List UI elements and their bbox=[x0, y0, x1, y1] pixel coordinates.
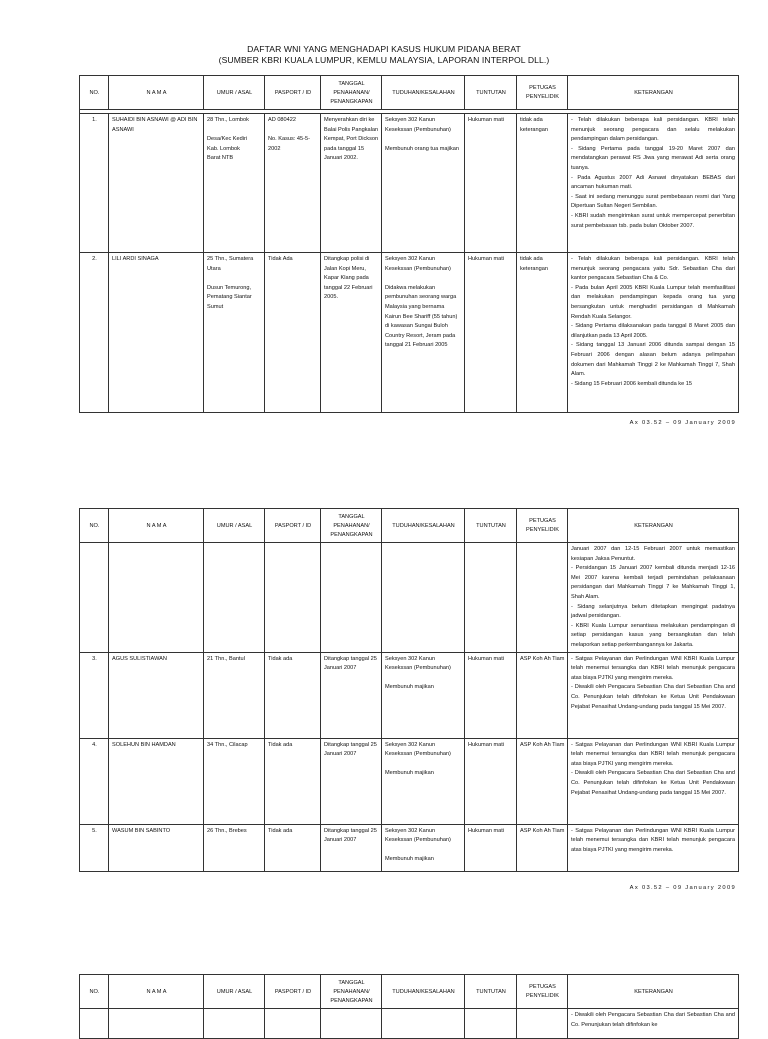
header-umur: UMUR / ASAL bbox=[204, 509, 265, 543]
cell-petugas: tidak ada keterangan bbox=[517, 253, 568, 413]
cell-tanggal: Ditangkap tanggal 25 Januari 2007 bbox=[321, 824, 382, 871]
header-tanggal: TANGGAL PENAHANAN/ PENANGKAPAN bbox=[321, 509, 382, 543]
cell-tuntutan: Hukuman mati bbox=[465, 738, 517, 824]
cell-pasport: Tidak ada bbox=[265, 824, 321, 871]
cell-tuntutan: Hukuman mati bbox=[465, 253, 517, 413]
document-title-line1: DAFTAR WNI YANG MENGHADAPI KASUS HUKUM PIDANA BERAT bbox=[247, 44, 521, 54]
cell-umur: 34 Thn., Cilacap bbox=[204, 738, 265, 824]
header-petugas: PETUGAS PENYELIDIK bbox=[517, 509, 568, 543]
cell-pasport: AD 080422 No. Kasus: 45-5-2002 bbox=[265, 114, 321, 253]
header-tuduhan: TUDUHAN/KESALAHAN bbox=[382, 76, 465, 110]
table-row bbox=[80, 738, 739, 824]
cell-keterangan: - Telah dilakukan beberapa kali persidangan. KBRI telah menunjuk seorang pengacara dan selalu melakukan pendampingan dalam persidangan. - Sidang Pertama pada tanggal 19-20 Maret 2007 dan mendatangkan perawat RS Jiwa yang merawat Adi serta orang tuanya. - Pada Agustus 2007 Adi Asnawi dinyatakan BEBAS dari ancaman hukuman mati. - Saat ini sedang menunggu surat pembebasan resmi dari Yang Dipertuan Sultan Negeri Sembilan. - KBRI sudah mengirimkan surat untuk mempercepat penerbitan surat pembebasan tsb. pada bulan Oktober 2007. bbox=[568, 114, 739, 253]
cell-keterangan: - Satgas Pelayanan dan Perlindungan WNI KBRI Kuala Lumpur telah menemui tersangka dan KBRI telah menunjuk pengacara atas biaya PJTKI yang mengirim mereka. bbox=[568, 824, 739, 871]
header-keterangan: KETERANGAN bbox=[568, 975, 739, 1009]
header-pasport: PASPORT / ID bbox=[265, 76, 321, 110]
header-pasport: PASPORT / ID bbox=[265, 975, 321, 1009]
cell-tuduhan: Seksyen 302 Kanun Kesekssan (Pembunuhan) Membunuh orang tua majikan bbox=[382, 114, 465, 253]
cell-no: 3. bbox=[80, 652, 109, 738]
header-petugas: PETUGAS PENYELIDIK bbox=[517, 975, 568, 1009]
table-row bbox=[80, 114, 739, 253]
cell-tuntutan: Hukuman mati bbox=[465, 114, 517, 253]
footer-reference: Ax 03.52 – 09 January 2009 bbox=[629, 420, 736, 426]
cell-tuntutan: Hukuman mati bbox=[465, 652, 517, 738]
cell-umur: 25 Thn., Sumatera Utara Dusun Temurong, Pematang Siantar Sumut bbox=[204, 253, 265, 413]
document-title-line2: (SUMBER KBRI KUALA LUMPUR, KEMLU MALAYSIA, LAPORAN INTERPOL DLL.) bbox=[218, 55, 550, 65]
cell-umur: 26 Thn., Brebes bbox=[204, 824, 265, 871]
header-tuduhan: TUDUHAN/KESALAHAN bbox=[382, 509, 465, 543]
cell-nama: AGUS SULISTIAWAN bbox=[109, 652, 204, 738]
header-umur: UMUR / ASAL bbox=[204, 76, 265, 110]
cell-tanggal: Ditangkap polisi di Jalan Kopi Meru, Kapar Klang pada tanggal 22 Februari 2005. bbox=[321, 253, 382, 413]
cell-keterangan: - Diwakili oleh Pengacara Sebastian Cha dari Sebastian Cha and Co. Penunjukan telah difinfokan ke bbox=[568, 1009, 739, 1039]
header-nama: N A M A bbox=[109, 76, 204, 110]
footer-reference: Ax 03.52 – 09 January 2009 bbox=[629, 885, 736, 891]
table-row bbox=[80, 253, 739, 413]
header-no: NO. bbox=[80, 509, 109, 543]
header-tanggal: TANGGAL PENAHANAN/ PENANGKAPAN bbox=[321, 76, 382, 110]
cell-tuduhan: Seksyen 302 Kanun Kesekssan (Pembunuhan) Membunuh majikan bbox=[382, 738, 465, 824]
header-no: NO. bbox=[80, 76, 109, 110]
cell-tuduhan: Seksyen 302 Kanun Kesekssan (Pembunuhan) Membunuh majikan bbox=[382, 824, 465, 871]
cell-tanggal: Menyerahkan diri ke Balai Polis Pangkalan Kempat, Port Dickson pada tanggal 15 Januari 2002. bbox=[321, 114, 382, 253]
cell-no: 2. bbox=[80, 253, 109, 413]
cell-petugas: ASP Koh Ah Tiam bbox=[517, 652, 568, 738]
table-page-3 bbox=[79, 974, 739, 1039]
header-tuduhan: TUDUHAN/KESALAHAN bbox=[382, 975, 465, 1009]
cell-nama: LILI ARDI SINAGA bbox=[109, 253, 204, 413]
table-page-2 bbox=[79, 508, 739, 872]
cell-tanggal: Ditangkap tanggal 25 Januari 2007 bbox=[321, 738, 382, 824]
cell-no: 4. bbox=[80, 738, 109, 824]
cell-tuduhan: Seksyen 302 Kanun Kesekssan (Pembunuhan) Membunuh majikan bbox=[382, 652, 465, 738]
cell-petugas: ASP Koh Ah Tiam bbox=[517, 738, 568, 824]
cell-nama: WASUM BIN SABINTO bbox=[109, 824, 204, 871]
cell-nama: SOLEHUN BIN HAMDAN bbox=[109, 738, 204, 824]
header-pasport: PASPORT / ID bbox=[265, 509, 321, 543]
cell-umur: 28 Thn., Lombok Desa/Kec Kediri Kab. Lombok Barat NTB bbox=[204, 114, 265, 253]
header-keterangan: KETERANGAN bbox=[568, 76, 739, 110]
header-tuntutan: TUNTUTAN bbox=[465, 509, 517, 543]
table-header bbox=[80, 975, 739, 1009]
cell-pasport: Tidak Ada bbox=[265, 253, 321, 413]
cell-pasport: Tidak ada bbox=[265, 738, 321, 824]
table-header bbox=[80, 509, 739, 543]
header-tanggal: TANGGAL PENAHANAN/ PENANGKAPAN bbox=[321, 975, 382, 1009]
cell-nama: SUHAIDI BIN ASNAWI @ ADI BIN ASNAWI bbox=[109, 114, 204, 253]
table-row bbox=[80, 824, 739, 871]
table-row bbox=[80, 652, 739, 738]
table-page-1 bbox=[79, 75, 739, 413]
cell-petugas: tidak ada keterangan bbox=[517, 114, 568, 253]
header-tuntutan: TUNTUTAN bbox=[465, 975, 517, 1009]
header-nama: N A M A bbox=[109, 509, 204, 543]
cell-tuntutan: Hukuman mati bbox=[465, 824, 517, 871]
cell-keterangan: - Telah dilakukan beberapa kali persidangan. KBRI telah menunjuk seorang pengacara yaitu Sdr. Sebastian Cha dari kantor pengacara Sebastian Cha & Co. - Pada bulan April 2005 KBRI Kuala Lumpur telah memfasilitasi dan melakukan pendampingan kepada orang tua yang bersangkutan untuk menghadiri persidangan di Mahkamah Rendah Kuala Selangor. - Sidang Pertama dilaksanakan pada tanggal 8 Maret 2005 dan dilanjutkan pada 13 April 2005. - Sidang tanggal 13 Januari 2006 ditunda sampai dengan 15 Februari 2006 dengan alasan belum adanya pelimpahan dokumen dari Mahkamah Tinggi 2 ke Mahkamah Tinggi 7, Shah Alam. - Sidang 15 Februari 2006 kembali ditunda ke 15 bbox=[568, 253, 739, 413]
cell-keterangan: - Satgas Pelayanan dan Perlindungan WNI KBRI Kuala Lumpur telah menemui tersangka dan KBRI telah menunjuk pengacara atas biaya PJTKI yang mengirim mereka. - Diwakili oleh Pengacara Sebastian Cha dari Sebastian Cha and Co. Penunjukan telah difinfokan ke Ketua Unit Pendakwaan Pejabat Penasihat Undang-undang pada tanggal 15 Mei 2007. bbox=[568, 738, 739, 824]
cell-umur: 21 Thn., Bantul bbox=[204, 652, 265, 738]
cell-keterangan: Januari 2007 dan 12-15 Februari 2007 untuk memastikan kesiapan Jaksa Penuntut. - Persidangan 15 Januari 2007 kembali ditunda menjadi 12-16 Mei 2007 karena kembali terjadi pemindahan pelaksanaan persidangan dari Mahkamah Tinggi 7 ke Mahkamah Tinggi 1, Shah Alam. - Sidang selanjutnya belum ditetapkan mengingat padatnya jadwal persidangan. - KBRI Kuala Lumpur senantiasa melakukan pendampingan di setiap persidangan kasus yang bersangkutan dan telah melaporkan setiap perkembangannya ke Jakarta. bbox=[568, 543, 739, 653]
header-nama: N A M A bbox=[109, 975, 204, 1009]
cell-petugas: ASP Koh Ah Tiam bbox=[517, 824, 568, 871]
cell-tuduhan: Seksyen 302 Kanun Kesekssan (Pembunuhan) Didakwa melakukan pembunuhan seorang warga Malaysia yang bernama Kairun Bee Shariff (55 tahun) di kawasan Sungai Buloh Country Resort, Jeram pada tanggal 21 Februari 2005 bbox=[382, 253, 465, 413]
cell-no: 5. bbox=[80, 824, 109, 871]
header-tuntutan: TUNTUTAN bbox=[465, 76, 517, 110]
table-row-continuation bbox=[80, 543, 739, 653]
cell-no: 1. bbox=[80, 114, 109, 253]
table-header bbox=[80, 76, 739, 114]
cell-pasport: Tidak ada bbox=[265, 652, 321, 738]
header-no: NO. bbox=[80, 975, 109, 1009]
header-petugas: PETUGAS PENYELIDIK bbox=[517, 76, 568, 110]
header-umur: UMUR / ASAL bbox=[204, 975, 265, 1009]
cell-tanggal: Ditangkap tanggal 25 Januari 2007 bbox=[321, 652, 382, 738]
cell-keterangan: - Satgas Pelayanan dan Perlindungan WNI KBRI Kuala Lumpur telah menemui tersangka dan KBRI telah menunjuk pengacara atas biaya PJTKI yang mengirim mereka. - Diwakili oleh Pengacara Sebastian Cha dari Sebastian Cha and Co. Penunjukan telah difinfokan ke Ketua Unit Pendakwaan Pejabat Penasihat Undang-undang pada tanggal 15 Mei 2007. bbox=[568, 652, 739, 738]
header-keterangan: KETERANGAN bbox=[568, 509, 739, 543]
